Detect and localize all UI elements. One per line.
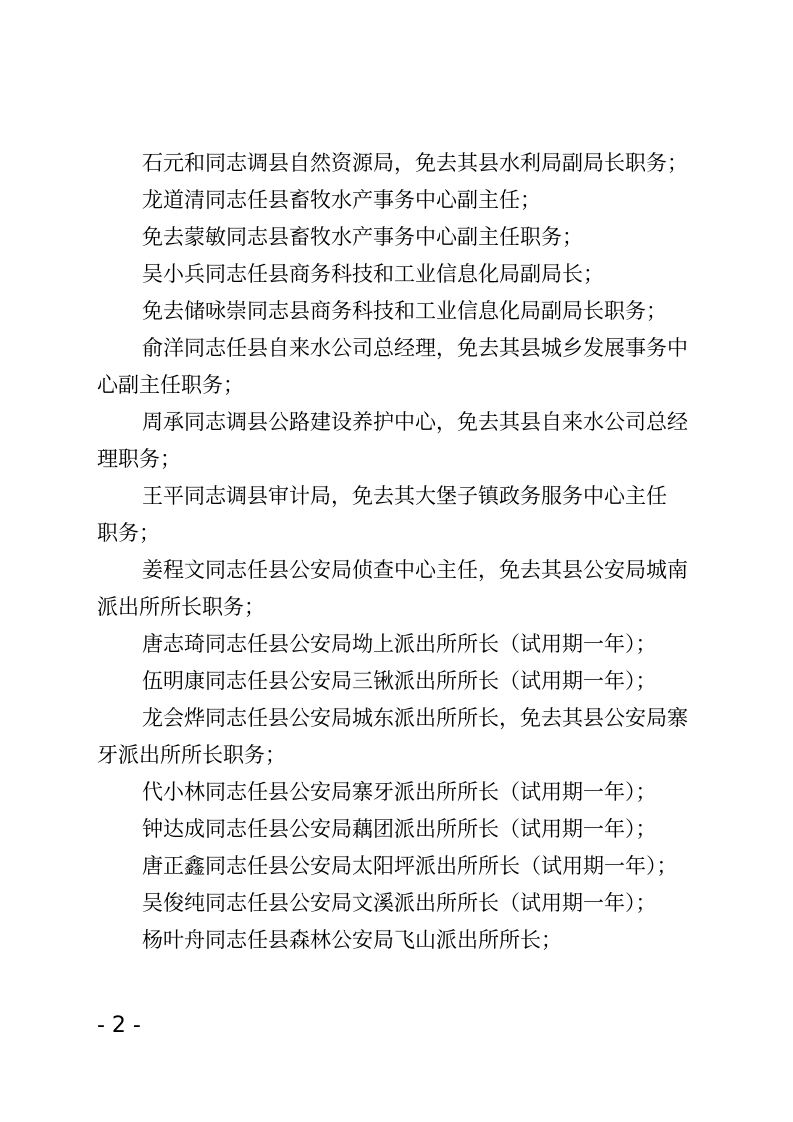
paragraph-line: 杨叶舟同志任县森林公安局飞山派出所所长； — [142, 928, 562, 952]
paragraph-continuation-line: 牙派出所所长职务； — [97, 743, 286, 767]
paragraph-line: 俞洋同志任县自来水公司总经理，免去其县城乡发展事务中 — [142, 336, 688, 360]
paragraph-continuation-line: 派出所所长职务； — [97, 595, 265, 619]
paragraph-line: 石元和同志调县自然资源局，免去其县水利局副局长职务； — [142, 151, 688, 175]
paragraph-line: 钟达成同志任县公安局藕团派出所所长（试用期一年）； — [142, 817, 657, 841]
paragraph-line: 唐志琦同志任县公安局坳上派出所所长（试用期一年）； — [142, 632, 657, 656]
paragraph-line: 代小林同志任县公安局寨牙派出所所长（试用期一年）； — [142, 780, 657, 804]
paragraph-line: 龙会烨同志任县公安局城东派出所所长，免去其县公安局寨 — [142, 706, 688, 730]
paragraph-line: 伍明康同志任县公安局三锹派出所所长（试用期一年）； — [142, 669, 657, 693]
paragraph-continuation-line: 心副主任职务； — [97, 373, 244, 397]
paragraph-line: 吴小兵同志任县商务科技和工业信息化局副局长； — [142, 262, 604, 286]
document-body — [97, 145, 697, 959]
paragraph-line: 吴俊纯同志任县公安局文溪派出所所长（试用期一年）； — [142, 891, 657, 915]
paragraph-line: 唐正鑫同志任县公安局太阳坪派出所所长（试用期一年）； — [142, 854, 678, 878]
paragraph-line: 王平同志调县审计局，免去其大堡子镇政务服务中心主任 — [142, 484, 667, 508]
paragraph-line: 周承同志调县公路建设养护中心，免去其县自来水公司总经 — [142, 410, 688, 434]
paragraph-continuation-line: 职务； — [97, 521, 160, 545]
paragraph-line: 姜程文同志任县公安局侦查中心主任，免去其县公安局城南 — [142, 558, 688, 582]
paragraph-continuation-line: 理职务； — [97, 447, 181, 471]
page-number: - 2 - — [97, 1013, 141, 1038]
paragraph-line: 免去蒙敏同志县畜牧水产事务中心副主任职务； — [142, 225, 583, 249]
paragraph-line: 免去储咏崇同志县商务科技和工业信息化局副局长职务； — [142, 299, 667, 323]
paragraph-line: 龙道清同志任县畜牧水产事务中心副主任； — [142, 188, 541, 212]
